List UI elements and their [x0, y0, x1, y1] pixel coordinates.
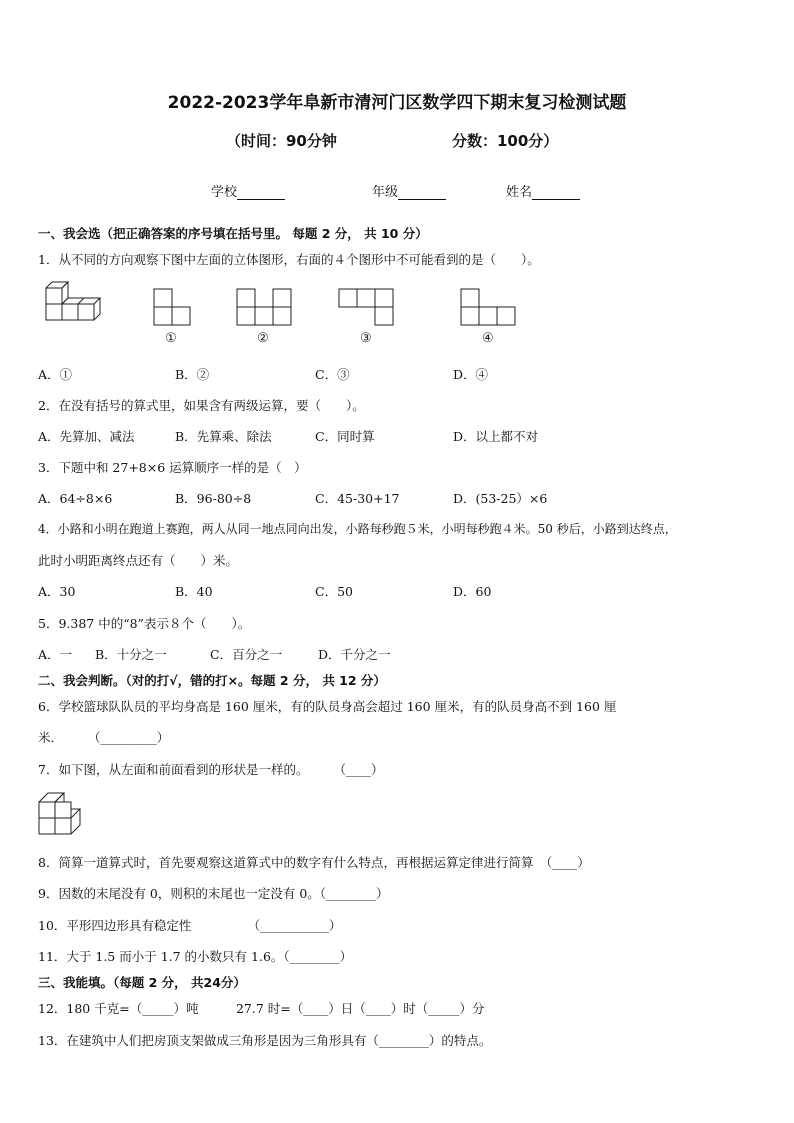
view-figure-2: [234, 286, 296, 328]
question-10[interactable]: 10．平形四边形具有稳定性 （___________）: [38, 918, 342, 933]
q4-option-a[interactable]: A．30: [38, 584, 76, 599]
grade-blank[interactable]: [398, 187, 446, 200]
question-9[interactable]: 9．因数的末尾没有 0，则积的末尾也一定没有 0。（________）: [38, 886, 389, 901]
question-4-line-1: 4．小路和小明在跑道上赛跑，两人从同一地点同向出发，小路每秒跑５米，小明每秒跑４米。50 秒后，小路到达终点，: [38, 522, 677, 536]
question-2: 2．在没有括号的算式里，如果含有两级运算，要（ ）。: [38, 398, 365, 413]
question-5: 5．9.387 中的“8”表示８个（ ）。: [38, 616, 251, 631]
name-field[interactable]: [506, 181, 580, 200]
question-7[interactable]: 7．如下图，从左面和前面看到的形状是一样的。 （____）: [38, 762, 384, 777]
question-1: 1．从不同的方向观察下图中左面的立体图形，右面的４个图形中不可能看到的是（ ）。: [38, 252, 540, 267]
q2-option-b[interactable]: B．先算乘、除法: [175, 429, 272, 444]
figure-label-2: ②: [257, 331, 269, 346]
figure-label-3: ③: [360, 331, 372, 346]
q3-option-a[interactable]: A．64÷8×6: [38, 491, 113, 506]
q5-option-c[interactable]: C．百分之一: [210, 647, 283, 662]
name-label: 姓名: [506, 185, 533, 200]
q2-option-c[interactable]: C．同时算: [315, 429, 375, 444]
q2-option-a[interactable]: A．先算加、减法: [38, 429, 135, 444]
question-6-line-2[interactable]: 米． （_________）: [38, 730, 170, 745]
section-1-heading: 一、我会选（把正确答案的序号填在括号里。 每题 2 分， 共 10 分）: [38, 226, 428, 241]
q4-option-b[interactable]: B．40: [175, 584, 213, 599]
question-3: 3．下题中和 27+8×6 运算顺序一样的是（ ）: [38, 460, 307, 475]
q2-option-d[interactable]: D．以上都不对: [453, 429, 539, 444]
school-blank[interactable]: [237, 187, 285, 200]
exam-time: （时间：90分钟: [226, 132, 337, 150]
q5-option-d[interactable]: D．千分之一: [318, 647, 391, 662]
q1-option-d[interactable]: D．④: [453, 367, 489, 382]
view-figure-3: [336, 286, 398, 328]
question-8[interactable]: 8．简算一道算式时，首先要观察这道算式中的数字有什么特点，再根据运算定律进行简算 （____）: [38, 855, 590, 870]
section-2-heading: 二、我会判断。（对的打√，错的打×。每题 2 分， 共 12 分）: [38, 673, 386, 688]
question-11[interactable]: 11．大于 1.5 而小于 1.7 的小数只有 1.6。（________）: [38, 949, 353, 964]
section-3-heading: 三、我能填。（每题 2 分， 共24分）: [38, 975, 246, 990]
solid-figure-cubes: [40, 280, 110, 330]
q5-option-a[interactable]: A．一: [38, 647, 73, 662]
question-12[interactable]: 12．180 千克=（_____）吨 27.7 时=（____）日（____）时（_____）分: [38, 1001, 485, 1016]
school-label: 学校: [211, 185, 238, 200]
grade-label: 年级: [372, 185, 399, 200]
q3-option-b[interactable]: B．96-80÷8: [175, 491, 252, 506]
q1-option-b[interactable]: B．②: [175, 367, 210, 382]
q5-option-b[interactable]: B．十分之一: [95, 647, 167, 662]
page-title: 2022-2023学年阜新市清河门区数学四下期末复习检测试题: [167, 93, 627, 113]
q4-option-c[interactable]: C．50: [315, 584, 353, 599]
question-4-line-2: 此时小明距离终点还有（ ）米。: [38, 553, 239, 568]
grade-field[interactable]: [372, 181, 446, 200]
q7-solid-figure: [36, 788, 90, 840]
q1-option-c[interactable]: C．③: [315, 367, 350, 382]
q4-option-d[interactable]: D．60: [453, 584, 492, 599]
q1-option-a[interactable]: A．①: [38, 367, 73, 382]
figure-label-4: ④: [482, 331, 494, 346]
name-blank[interactable]: [532, 187, 580, 200]
view-figure-4: [458, 286, 522, 328]
school-field[interactable]: [211, 181, 285, 200]
question-13[interactable]: 13．在建筑中人们把房顶支架做成三角形是因为三角形具有（________）的特点。: [38, 1033, 492, 1048]
exam-score: 分数：100分）: [452, 132, 559, 150]
figure-label-1: ①: [165, 331, 177, 346]
question-6-line-1: 6．学校篮球队队员的平均身高是 160 厘米，有的队员身高会超过 160 厘米，有的队员身高不到 160 厘: [38, 699, 617, 714]
q3-option-c[interactable]: C．45-30+17: [315, 491, 400, 506]
q3-option-d[interactable]: D．(53-25）×6: [453, 491, 548, 506]
view-figure-1: [150, 286, 194, 328]
